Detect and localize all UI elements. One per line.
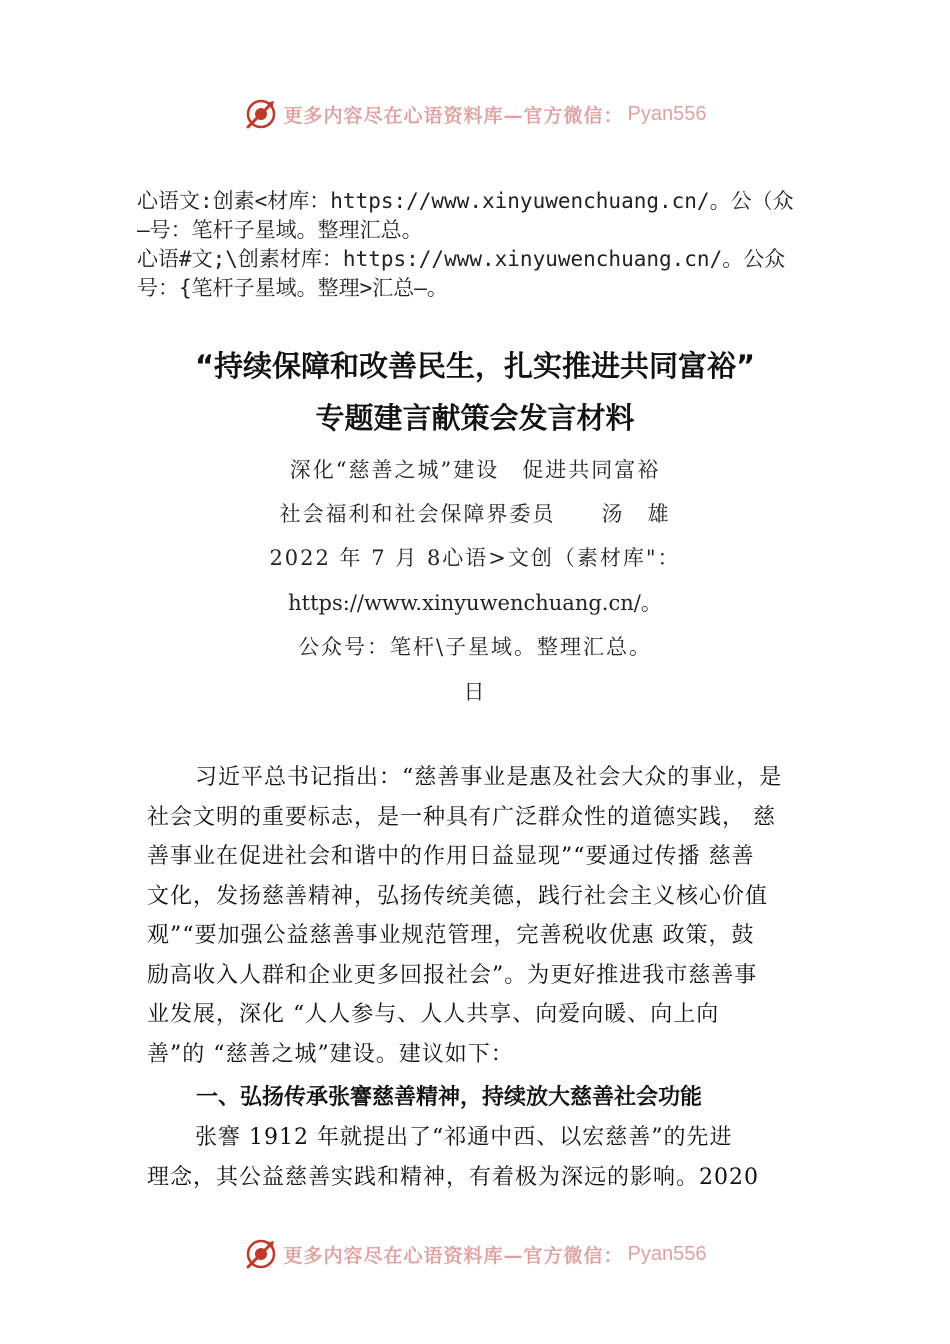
- date-line: 2022 年 7 月 8心语>文创（素材库"：: [269, 546, 681, 570]
- author-line: 社会福利和社会保障界委员 汤 雄: [279, 502, 671, 526]
- date-line: 日: [463, 680, 487, 704]
- paragraph-intro: [147, 758, 832, 1074]
- paragraph-line: 善”的 “慈善之城”建设。建议如下：: [147, 1041, 514, 1067]
- watermark-line: 号：{笔杆子星域。整理>汇总—。: [137, 276, 448, 300]
- brush-logo-icon: [244, 1237, 278, 1271]
- watermark-line: 心语文:创素<材库：https://www.xinyuwenchuang.cn/。公（众: [137, 189, 794, 213]
- subtitle: 深化“慈善之城”建设 促进共同富裕: [289, 458, 661, 482]
- footer-banner-text: 更多内容尽在心语资料库—官方微信：: [283, 1244, 624, 1267]
- page-title-line1: “持续保障和改善民生，扎实推进共同富裕”: [194, 349, 756, 383]
- watermark-text-block: [137, 187, 857, 303]
- footer-banner-wechat: Pyan556: [627, 1242, 707, 1265]
- date-line: 公众号：笔杆\子星域。整理汇总。: [297, 635, 653, 659]
- paragraph-line: 张謇 1912 年就提出了“祁通中西、以宏慈善”的先进: [195, 1125, 733, 1150]
- footer-banner: [0, 1232, 950, 1276]
- header-banner-text: 更多内容尽在心语资料库—官方微信：: [283, 104, 624, 127]
- paragraph-section1: [147, 1118, 832, 1197]
- paragraph-line: 习近平总书记指出：“慈善事业是惠及社会大众的事业，是: [195, 765, 783, 790]
- watermark-line: 心语#文;\创素材库：https://www.xinyuwenchuang.cn/。公众: [137, 247, 786, 271]
- paragraph-line: 业发展，深化 “人人参与、人人共享、向爱向暖、向上向: [147, 1002, 720, 1027]
- page-title-line2: 专题建言献策会发言材料: [315, 401, 635, 435]
- section-heading-1: 一、弘扬传承张謇慈善精神，持续放大慈善社会功能: [196, 1085, 703, 1110]
- paragraph-line: 善事业在促进社会和谐中的作用日益显现”“要通过传播 慈善: [147, 844, 755, 869]
- watermark-line: —号：笔杆子星域。整理汇总。: [137, 218, 423, 242]
- paragraph-line: 励高收入人群和企业更多回报社会”。为更好推进我市慈善事: [147, 962, 758, 988]
- paragraph-line: 社会文明的重要标志，是一种具有广泛群众性的道德实践， 慈: [147, 804, 776, 830]
- header-banner-wechat: Pyan556: [627, 102, 707, 125]
- brush-logo-icon: [244, 97, 278, 131]
- paragraph-line: 理念，其公益慈善实践和精神，有着极为深远的影响。2020: [147, 1164, 759, 1190]
- date-line: https://www.xinyuwenchuang.cn/。: [288, 591, 662, 615]
- paragraph-line: 观”“要加强公益慈善事业规范管理，完善税收优惠 政策，鼓: [147, 923, 755, 948]
- paragraph-line: 文化，发扬慈善精神，弘扬传统美德，践行社会主义核心价值: [147, 883, 769, 909]
- header-banner: [0, 92, 950, 136]
